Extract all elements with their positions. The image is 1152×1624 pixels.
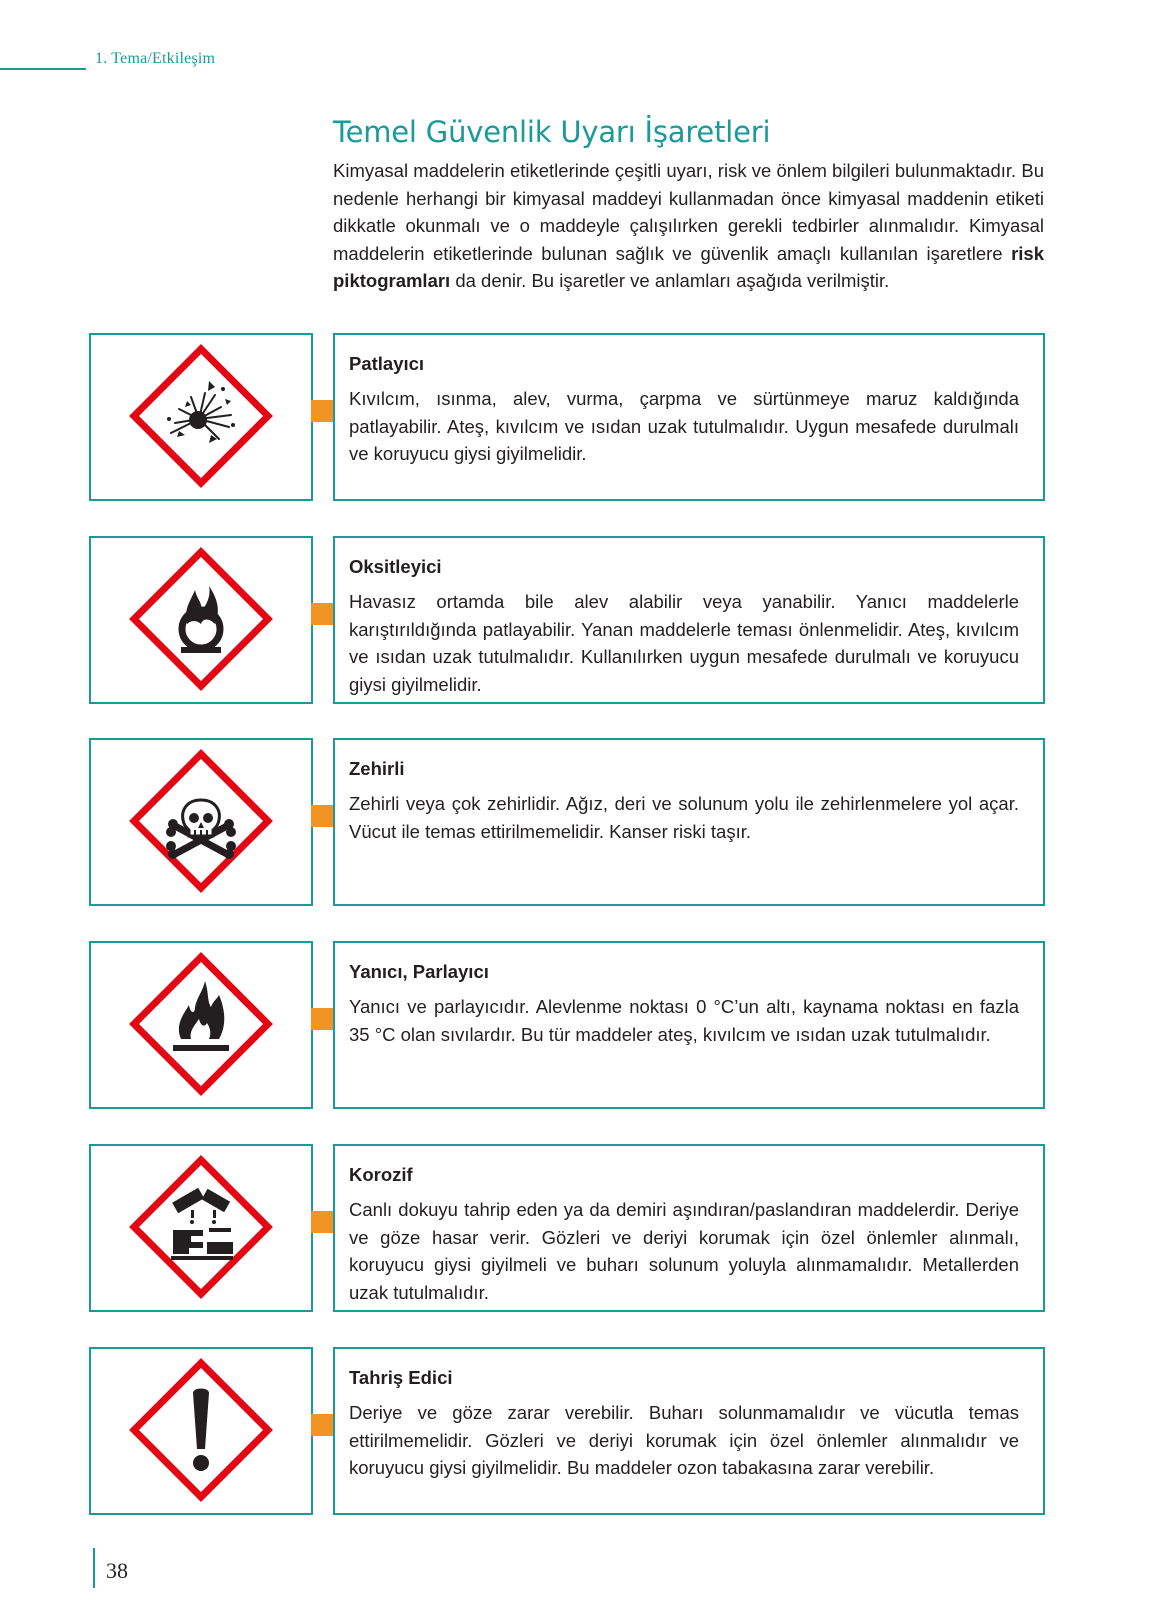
description-box xyxy=(333,941,1045,1109)
connector-tab xyxy=(311,1211,335,1233)
hazard-item-oxidizer xyxy=(0,536,1152,704)
description-box xyxy=(333,536,1045,704)
pictogram-box xyxy=(89,1347,313,1515)
oxidizer-icon xyxy=(91,538,311,702)
description-box xyxy=(333,1144,1045,1312)
explosive-icon xyxy=(91,335,311,499)
hazard-item-toxic xyxy=(0,738,1152,906)
connector-tab xyxy=(311,400,335,422)
hazard-description: Canlı dokuyu tahrip eden ya da demiri aşındıran/paslandıran maddelerdir. Deriye ve göze hasar verir. Gözleri ve deriyi korumak için özel önlemler alınmalı, koruyucu giysi giyilmeli ve buharı solunum yoluyla alınmamalıdır. Metallerden uzak tutulmalıdır. xyxy=(349,1199,1019,1303)
hazard-title: Zehirli xyxy=(349,758,405,779)
hazard-item-explosive xyxy=(0,333,1152,501)
pictogram-box xyxy=(89,738,313,906)
pictogram-box xyxy=(89,536,313,704)
corrosive-icon xyxy=(91,1146,311,1310)
hazard-description: Havasız ortamda bile alev alabilir veya yanabilir. Yanıcı maddelerle karıştırıldığında patlayabilir. Yanan maddelerle teması önlenmelidir. Ateş, kıvılcım ve ısıdan uzak tutulmalıdır. Kullanılırken uygun mesafede durulmalı ve koruyucu giysi giyilmelidir. xyxy=(349,591,1019,695)
hazard-title: Korozif xyxy=(349,1164,413,1185)
hazard-item-irritant xyxy=(0,1347,1152,1515)
page-number-rule xyxy=(93,1548,95,1588)
connector-tab xyxy=(311,805,335,827)
page-number: 38 xyxy=(106,1558,128,1583)
page-title: Temel Güvenlik Uyarı İşaretleri xyxy=(333,115,771,149)
intro-text-end: da denir. Bu işaretler ve anlamları aşağıda verilmiştir. xyxy=(450,270,890,291)
skull-icon xyxy=(91,740,311,904)
intro-bold-term: risk piktogramları xyxy=(333,242,1044,291)
hazard-description: Kıvılcım, ısınma, alev, vurma, çarpma ve sürtünmeye maruz kaldığında patlayabilir. Ateş, kıvılcım ve ısıdan uzak tutulmalıdır. Uygun mesafede durulmalı ve koruyucu giysi giyilmelidir. xyxy=(349,388,1019,464)
hazard-item-corrosive xyxy=(0,1144,1152,1312)
hazard-title: Patlayıcı xyxy=(349,353,425,374)
pictogram-box xyxy=(89,941,313,1109)
hazard-title: Tahriş Edici xyxy=(349,1367,453,1388)
intro-paragraph xyxy=(333,157,1044,295)
running-head: 1. Tema/Etkileşim xyxy=(95,50,216,67)
hazard-title: Yanıcı, Parlayıcı xyxy=(349,961,489,982)
flame-icon xyxy=(91,943,311,1107)
hazard-title: Oksitleyici xyxy=(349,556,442,577)
intro-text-start: Kimyasal maddelerin etiketlerinde çeşitli uyarı, risk ve önlem bilgileri bulunmaktadır. Bu nedenle herhangi bir kimyasal maddeyi kullanmadan önce kimyasal maddenin etiketi dikkatle okunmalı ve o maddeyle çalışılırken gerekli tedbirler alınmalıdır. Kimyasal maddelerin etiketlerinde bulunan sağlık ve güvenlik amaçlı kullanılan işaretlere xyxy=(333,160,1044,264)
connector-tab xyxy=(311,603,335,625)
hazard-item-flammable xyxy=(0,941,1152,1109)
connector-tab xyxy=(311,1008,335,1030)
connector-tab xyxy=(311,1414,335,1436)
exclamation-icon xyxy=(91,1349,311,1513)
pictogram-box xyxy=(89,1144,313,1312)
hazard-description: Yanıcı ve parlayıcıdır. Alevlenme noktası 0 °C’un altı, kaynama noktası en fazla 35 °C olan sıvılardır. Bu tür maddeler ateş, kıvılcım ve ısıdan uzak tutulmalıdır. xyxy=(349,996,1019,1045)
pictogram-box xyxy=(89,333,313,501)
description-box xyxy=(333,738,1045,906)
running-head-rule xyxy=(0,68,86,70)
hazard-description: Deriye ve göze zarar verebilir. Buharı solunmamalıdır ve vücutla temas ettirilmemelidir. Gözleri ve deriyi korumak için özel önlemler alınmalıdır ve koruyucu giysi giyilmelidir. Bu maddeler ozon tabakasına zarar verebilir. xyxy=(349,1402,1019,1478)
hazard-description: Zehirli veya çok zehirlidir. Ağız, deri ve solunum yolu ile zehirlenmelere yol açar. Vücut ile temas ettirilmemelidir. Kanser riski taşır. xyxy=(349,793,1019,842)
description-box xyxy=(333,333,1045,501)
description-box xyxy=(333,1347,1045,1515)
